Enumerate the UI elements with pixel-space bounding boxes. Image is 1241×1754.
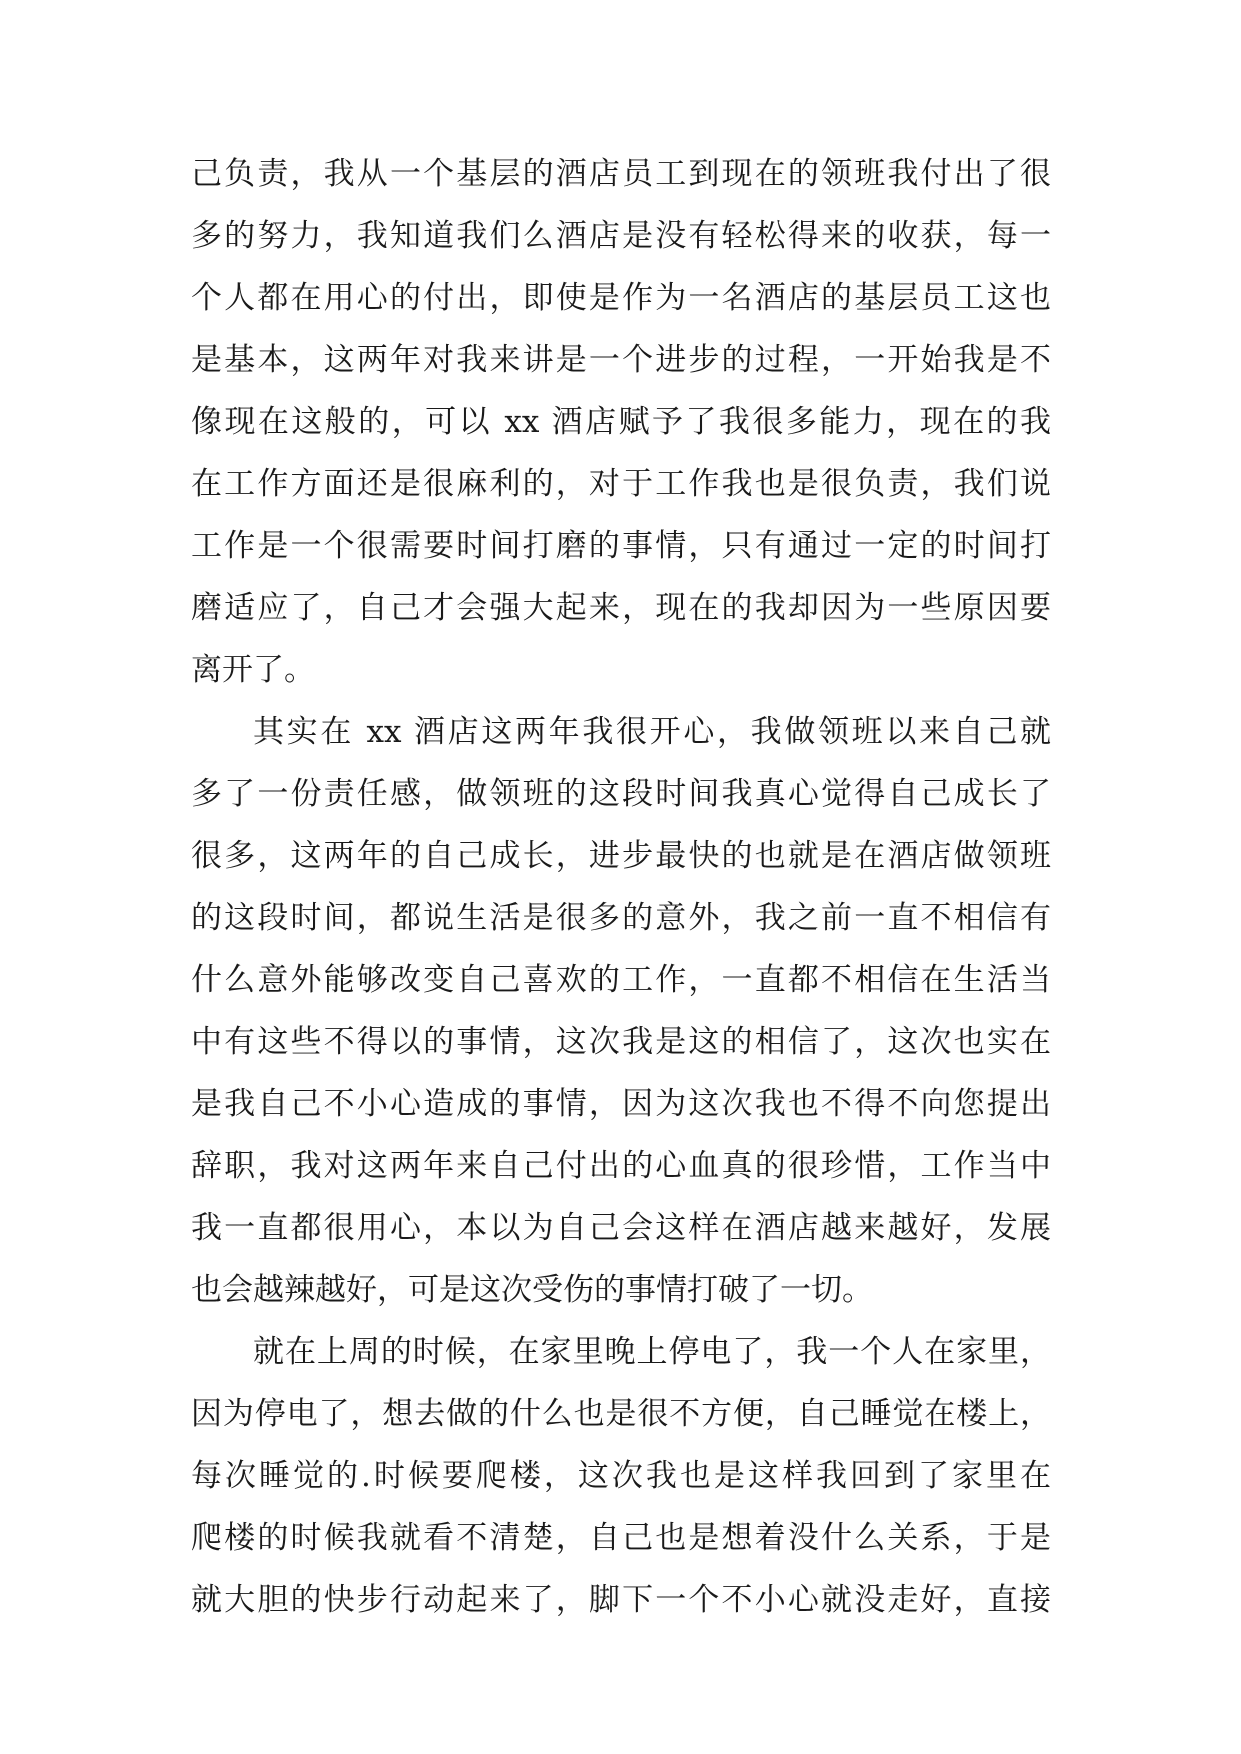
text-line: 中有这些不得以的事情，这次我是这的相信了，这次也实在: [191, 1024, 1051, 1060]
text-line: 工作是一个很需要时间打磨的事情，只有通过一定的时间打: [191, 528, 1051, 564]
text-line: 也会越辣越好，可是这次受伤的事情打破了一切。: [191, 1272, 873, 1308]
text-line: 我一直都很用心，本以为自己会这样在酒店越来越好，发展: [191, 1210, 1051, 1246]
document-body: [191, 143, 1051, 1631]
text-line: 个人都在用心的付出，即使是作为一名酒店的基层员工这也: [191, 280, 1051, 316]
text-line: 多的努力，我知道我们么酒店是没有轻松得来的收获，每一: [191, 218, 1051, 254]
text-line: 己负责，我从一个基层的酒店员工到现在的领班我付出了很: [191, 156, 1051, 192]
text-line: 的这段时间，都说生活是很多的意外，我之前一直不相信有: [191, 900, 1051, 936]
text-line: 辞职，我对这两年来自己付出的心血真的很珍惜，工作当中: [191, 1148, 1051, 1184]
text-line: 多了一份责任感，做领班的这段时间我真心觉得自己成长了: [191, 776, 1051, 812]
text-line: 是基本，这两年对我来讲是一个进步的过程，一开始我是不: [191, 342, 1051, 378]
text-line: 很多，这两年的自己成长，进步最快的也就是在酒店做领班: [191, 838, 1051, 874]
text-line: 在工作方面还是很麻利的，对于工作我也是很负责，我们说: [191, 466, 1051, 502]
paragraph-first-line: 就在上周的时候，在家里晚上停电了，我一个人在家里，: [253, 1334, 1051, 1370]
text-line: 像现在这般的，可以 xx 酒店赋予了我很多能力，现在的我: [191, 404, 1051, 440]
text-line: 就大胆的快步行动起来了，脚下一个不小心就没走好，直接: [191, 1582, 1051, 1618]
text-line: 爬楼的时候我就看不清楚，自己也是想着没什么关系，于是: [191, 1520, 1051, 1556]
paragraph-first-line: 其实在 xx 酒店这两年我很开心，我做领班以来自己就: [253, 714, 1051, 750]
text-line: 每次睡觉的.时候要爬楼，这次我也是这样我回到了家里在: [191, 1458, 1051, 1494]
text-line: 磨适应了，自己才会强大起来，现在的我却因为一些原因要: [191, 590, 1051, 626]
text-line: 是我自己不小心造成的事情，因为这次我也不得不向您提出: [191, 1086, 1051, 1122]
text-line: 离开了。: [191, 652, 315, 688]
text-line: 因为停电了，想去做的什么也是很不方便，自己睡觉在楼上，: [191, 1396, 1051, 1432]
text-line: 什么意外能够改变自己喜欢的工作，一直都不相信在生活当: [191, 962, 1051, 998]
